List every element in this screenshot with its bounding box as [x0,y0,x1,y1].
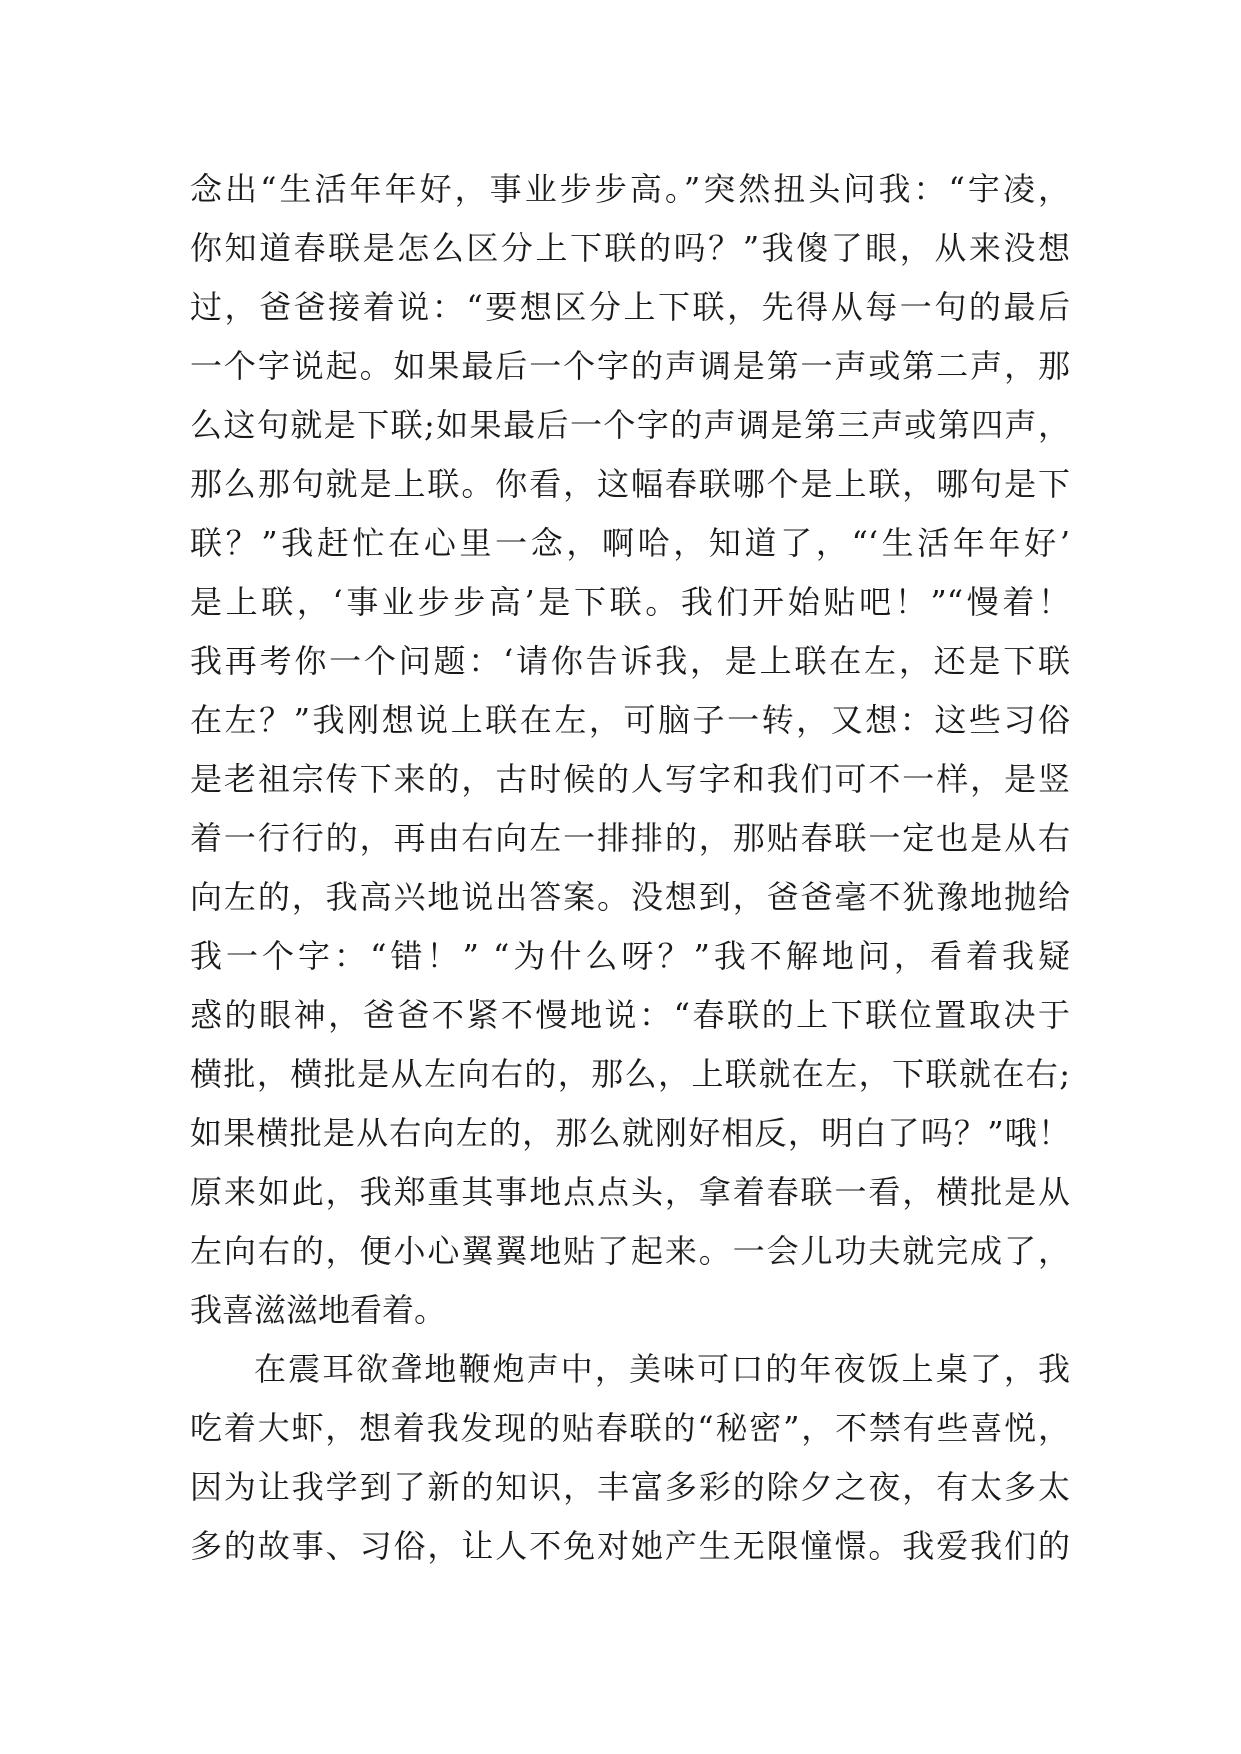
text-line: 那么那句就是上联。你看，这幅春联哪个是上联，哪句是下 [190,465,1070,503]
text-line: 如果横批是从右向左的，那么就刚好相反，明白了吗？”哦！ [190,1114,1070,1152]
text-line: 一个字说起。如果最后一个字的声调是第一声或第二声，那 [190,347,1070,385]
text-line: 我再考你一个问题：‘请你告诉我，是上联在左，还是下联 [190,642,1070,680]
text-line: 因为让我学到了新的知识，丰富多彩的除夕之夜，有太多太 [190,1468,1070,1506]
text-line: 向左的，我高兴地说出答案。没想到，爸爸毫不犹豫地抛给 [190,878,1070,916]
text-line: 多的故事、习俗，让人不免对她产生无限憧憬。我爱我们的 [190,1527,1070,1565]
paragraph-first-line: 在震耳欲聋地鞭炮声中，美味可口的年夜饭上桌了，我 [254,1350,1070,1388]
text-line: 你知道春联是怎么区分上下联的吗？”我傻了眼，从来没想 [190,229,1070,267]
text-line: 过，爸爸接着说：“要想区分上下联，先得从每一句的最后 [190,288,1070,326]
text-line: 横批，横批是从左向右的，那么，上联就在左，下联就在右; [190,1055,1070,1093]
essay-text [190,160,1070,1576]
text-line: 左向右的，便小心翼翼地贴了起来。一会儿功夫就完成了， [190,1232,1070,1270]
text-line: 惑的眼神，爸爸不紧不慢地说：“春联的上下联位置取决于 [190,996,1070,1034]
text-line: 我一个字：“错！” “为什么呀？”我不解地问，看着我疑 [190,937,1070,975]
text-line: 原来如此，我郑重其事地点点头，拿着春联一看，横批是从 [190,1173,1070,1211]
text-line: 在左？”我刚想说上联在左，可脑子一转，又想：这些习俗 [190,701,1070,739]
text-line: 是老祖宗传下来的，古时候的人写字和我们可不一样，是竖 [190,760,1070,798]
text-line: 我喜滋滋地看着。 [190,1291,447,1329]
text-line: 念出“生活年年好，事业步步高。”突然扭头问我：“宇凌， [190,170,1070,208]
text-line: 着一行行的，再由右向左一排排的，那贴春联一定也是从右 [190,819,1070,857]
text-line: 吃着大虾，想着我发现的贴春联的“秘密”，不禁有些喜悦， [190,1409,1070,1447]
text-line: 是上联，‘事业步步高’是下联。我们开始贴吧！”“慢着！ [190,583,1070,621]
text-line: 么这句就是下联;如果最后一个字的声调是第三声或第四声， [190,406,1070,444]
text-line: 联？”我赶忙在心里一念，啊哈，知道了，“‘生活年年好’ [190,524,1070,562]
